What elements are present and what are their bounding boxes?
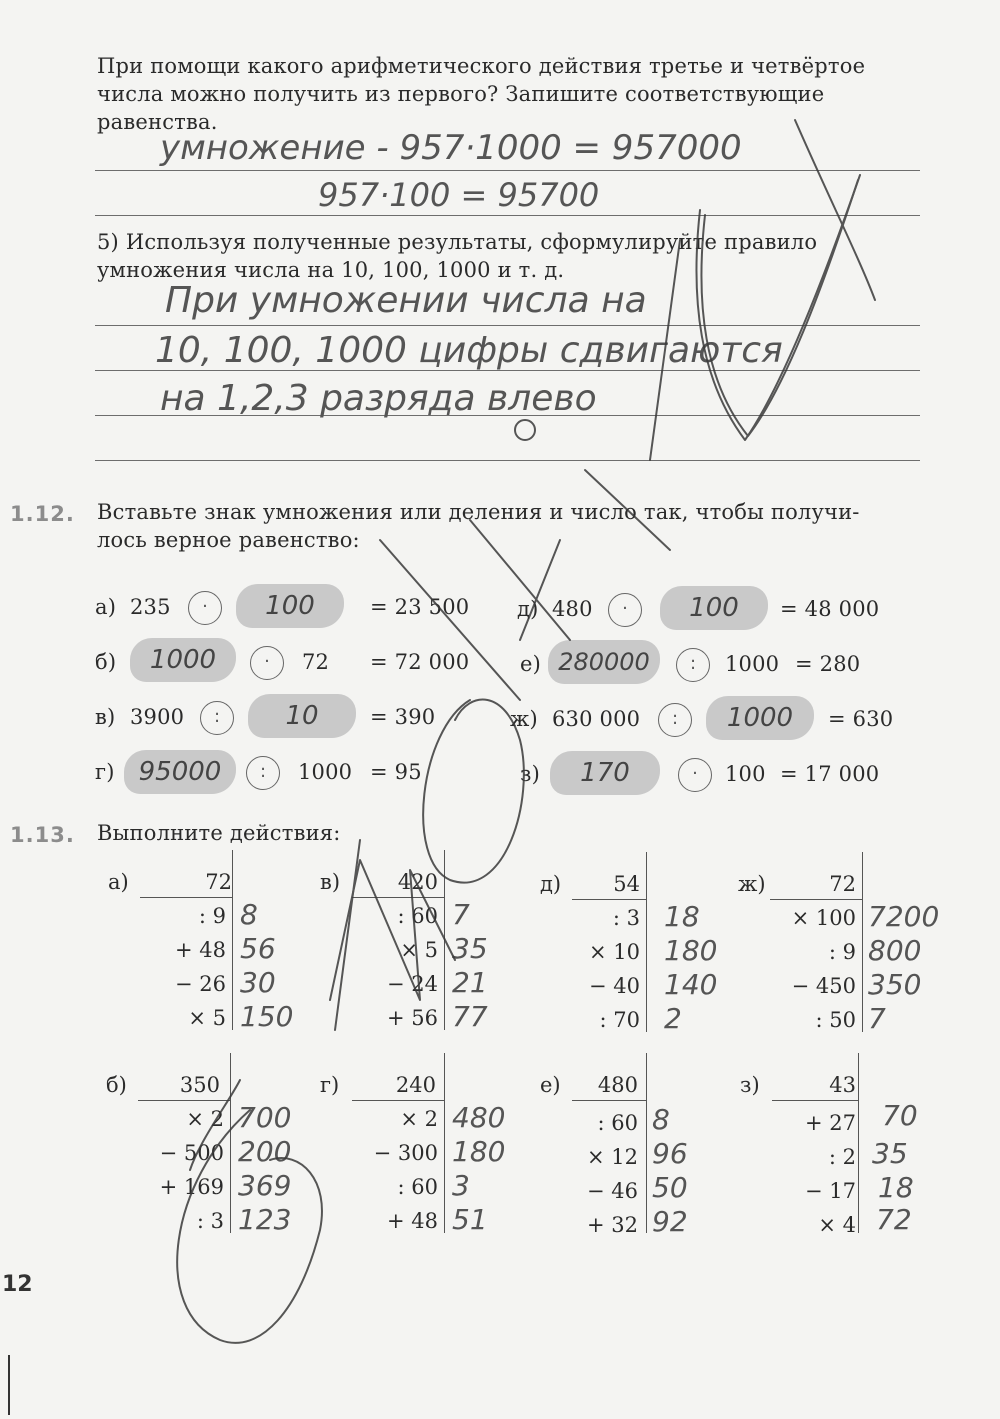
chain-op: + 27 <box>805 1111 856 1135</box>
chain-op: + 48 <box>175 938 226 962</box>
filled-number-blob[interactable]: 170 <box>550 751 660 795</box>
chain-op: : 60 <box>397 904 438 928</box>
task-1-12-line1: Вставьте знак умножения или деления и число так, чтобы получи- <box>97 500 860 524</box>
q4-line1: При помощи какого арифметического действия третье и четвёртое <box>97 54 866 78</box>
equation-result: = 48 000 <box>780 597 880 621</box>
checkmark-stroke <box>701 180 858 436</box>
task-number-1-12: 1.12. <box>10 502 75 526</box>
chain-op: × 4 <box>818 1213 856 1237</box>
chain-answer: 8 <box>240 898 258 931</box>
operand-right: 100 <box>725 762 766 786</box>
chain-answer: 7 <box>868 1002 886 1035</box>
chain-op: − 40 <box>589 974 640 998</box>
chain-answer: 7 <box>452 898 470 931</box>
chain-answer: 21 <box>452 966 488 999</box>
chain-answer: 800 <box>868 934 922 967</box>
chain-answer: 3 <box>452 1169 470 1202</box>
chain-answer: 700 <box>238 1101 292 1134</box>
equation-result: = 390 <box>370 705 436 729</box>
scribble-loop <box>423 700 524 883</box>
chain-answer: 96 <box>652 1137 688 1170</box>
chain-op: : 60 <box>397 1175 438 1199</box>
equation-result: = 17 000 <box>780 762 880 786</box>
chain-label: е) <box>540 1073 561 1097</box>
chain-op: + 32 <box>587 1213 638 1237</box>
equation-result: = 23 500 <box>370 595 470 619</box>
chain-op: × 10 <box>589 940 640 964</box>
chain-answer: 200 <box>238 1135 292 1168</box>
chain-op: × 5 <box>400 938 438 962</box>
chain-op: : 9 <box>828 940 856 964</box>
filled-number-blob[interactable]: 100 <box>660 586 768 630</box>
task-1-12-line2: лось верное равенство: <box>97 528 360 552</box>
operand-left: 3900 <box>130 705 185 729</box>
chain-answer: 180 <box>664 934 718 967</box>
chain-answer: 18 <box>878 1171 914 1204</box>
chain-label: б) <box>106 1073 127 1097</box>
checkmark-stroke <box>795 120 875 300</box>
sign-circle[interactable]: : <box>246 756 280 790</box>
task-1-13-title: Выполните действия: <box>97 821 341 845</box>
chain-answer: 18 <box>664 900 700 933</box>
sign-circle[interactable]: · <box>250 646 284 680</box>
chain-answer: 70 <box>882 1099 918 1132</box>
chain-op: : 60 <box>597 1111 638 1135</box>
chain-start: 54 <box>613 872 640 896</box>
chain-op: − 17 <box>805 1179 856 1203</box>
chain-answer: 180 <box>452 1135 506 1168</box>
item-label: д) <box>517 597 539 621</box>
chain-op: × 2 <box>400 1107 438 1131</box>
q5-line2: умножения числа на 10, 100, 1000 и т. д. <box>97 258 565 282</box>
item-label: е) <box>520 652 542 676</box>
q4-line3: равенства. <box>97 110 218 134</box>
filled-number-blob[interactable]: 100 <box>236 584 344 628</box>
chain-answer: 35 <box>872 1137 908 1170</box>
chain-label: ж) <box>738 872 766 896</box>
checkmark-stroke <box>696 175 860 440</box>
operand-right: 1000 <box>298 760 353 784</box>
q5-handwritten-answer-2: 10, 100, 1000 цифры сдвигаются <box>155 330 783 371</box>
chain-answer: 123 <box>238 1203 292 1236</box>
chain-op: : 70 <box>599 1008 640 1032</box>
scribble-line <box>380 540 520 700</box>
q5-handwritten-answer-1: При умножении числа на <box>165 280 647 321</box>
page-number: 12 <box>2 1272 33 1297</box>
q4-handwritten-answer-1: умножение - 957·1000 = 957000 <box>160 128 742 168</box>
chain-start: 240 <box>395 1073 436 1097</box>
sign-circle[interactable]: : <box>658 703 692 737</box>
chain-op: × 5 <box>188 1006 226 1030</box>
chain-op: : 9 <box>198 904 226 928</box>
item-label: в) <box>95 705 116 729</box>
chain-op: + 56 <box>387 1006 438 1030</box>
chain-start: 420 <box>397 870 438 894</box>
item-label: а) <box>95 595 117 619</box>
chain-op: − 24 <box>387 972 438 996</box>
equation-result: = 72 000 <box>370 650 470 674</box>
equation-result: = 280 <box>795 652 861 676</box>
chain-answer: 92 <box>652 1205 688 1238</box>
operand-right: 72 <box>302 650 330 674</box>
item-label: ж) <box>510 707 538 731</box>
chain-answer: 72 <box>876 1203 912 1236</box>
sign-circle[interactable]: : <box>200 701 234 735</box>
scribble-letter <box>335 840 360 1030</box>
chain-answer: 50 <box>652 1171 688 1204</box>
chain-answer: 77 <box>452 1000 488 1033</box>
chain-answer: 369 <box>238 1169 292 1202</box>
filled-number-blob[interactable]: 280000 <box>548 640 660 684</box>
chain-op: − 300 <box>373 1141 438 1165</box>
chain-answer: 30 <box>240 966 276 999</box>
scribble-line <box>520 540 560 640</box>
chain-op: : 50 <box>815 1008 856 1032</box>
chain-op: : 3 <box>612 906 640 930</box>
chain-start: 72 <box>829 872 856 896</box>
chain-label: г) <box>320 1073 340 1097</box>
chain-answer: 480 <box>452 1101 506 1134</box>
q4-line2: числа можно получить из первого? Запишите соответствующие <box>97 82 825 106</box>
scribble-line <box>650 240 680 460</box>
chain-op: − 46 <box>587 1179 638 1203</box>
scribble-letter <box>177 1110 322 1343</box>
item-label: з) <box>520 762 541 786</box>
chain-answer: 8 <box>652 1103 670 1136</box>
chain-label: в) <box>320 870 341 894</box>
equation-result: = 95 <box>370 760 422 784</box>
chain-op: − 26 <box>175 972 226 996</box>
operand-left: 630 000 <box>552 707 641 731</box>
operand-left: 235 <box>130 595 171 619</box>
chain-op: × 100 <box>791 906 856 930</box>
chain-answer: 7200 <box>868 900 940 933</box>
chain-op: × 2 <box>186 1107 224 1131</box>
chain-op: − 500 <box>159 1141 224 1165</box>
chain-answer: 2 <box>664 1002 682 1035</box>
filled-number-blob[interactable]: 1000 <box>706 696 814 740</box>
chain-op: : 2 <box>828 1145 856 1169</box>
chain-answer: 150 <box>240 1000 294 1033</box>
operand-right: 1000 <box>725 652 780 676</box>
filled-number-blob[interactable]: 95000 <box>124 750 236 794</box>
chain-op: + 48 <box>387 1209 438 1233</box>
chain-start: 350 <box>179 1073 220 1097</box>
chain-answer: 350 <box>868 968 922 1001</box>
operand-left: 480 <box>552 597 593 621</box>
chain-op: : 3 <box>196 1209 224 1233</box>
sign-circle[interactable]: · <box>608 593 642 627</box>
sign-circle[interactable]: : <box>676 648 710 682</box>
chain-answer: 35 <box>452 932 488 965</box>
scribble-letter <box>190 1080 240 1170</box>
task-number-1-13: 1.13. <box>10 823 75 847</box>
chain-start: 43 <box>829 1073 856 1097</box>
scribble-dot <box>515 420 535 440</box>
item-label: г) <box>95 760 115 784</box>
q5-handwritten-answer-3: на 1,2,3 разряда влево <box>160 378 597 419</box>
scribble-line <box>585 470 670 550</box>
sign-circle[interactable]: · <box>188 591 222 625</box>
chain-start: 72 <box>205 870 232 894</box>
chain-label: д) <box>540 872 562 896</box>
q4-handwritten-answer-2: 957·100 = 95700 <box>318 176 600 214</box>
chain-op: − 450 <box>791 974 856 998</box>
sign-circle[interactable]: · <box>678 758 712 792</box>
chain-op: + 169 <box>159 1175 224 1199</box>
chain-answer: 56 <box>240 932 276 965</box>
chain-label: а) <box>108 870 129 894</box>
chain-answer: 51 <box>452 1203 488 1236</box>
chain-start: 480 <box>597 1073 638 1097</box>
chain-label: з) <box>740 1073 760 1097</box>
scribble-line <box>470 520 570 640</box>
equation-result: = 630 <box>828 707 894 731</box>
chain-op: × 12 <box>587 1145 638 1169</box>
item-label: б) <box>95 650 117 674</box>
filled-number-blob[interactable]: 10 <box>248 694 356 738</box>
chain-answer: 140 <box>664 968 718 1001</box>
q5-line1: 5) Используя полученные результаты, сформулируйте правило <box>97 230 818 254</box>
filled-number-blob[interactable]: 1000 <box>130 638 236 682</box>
